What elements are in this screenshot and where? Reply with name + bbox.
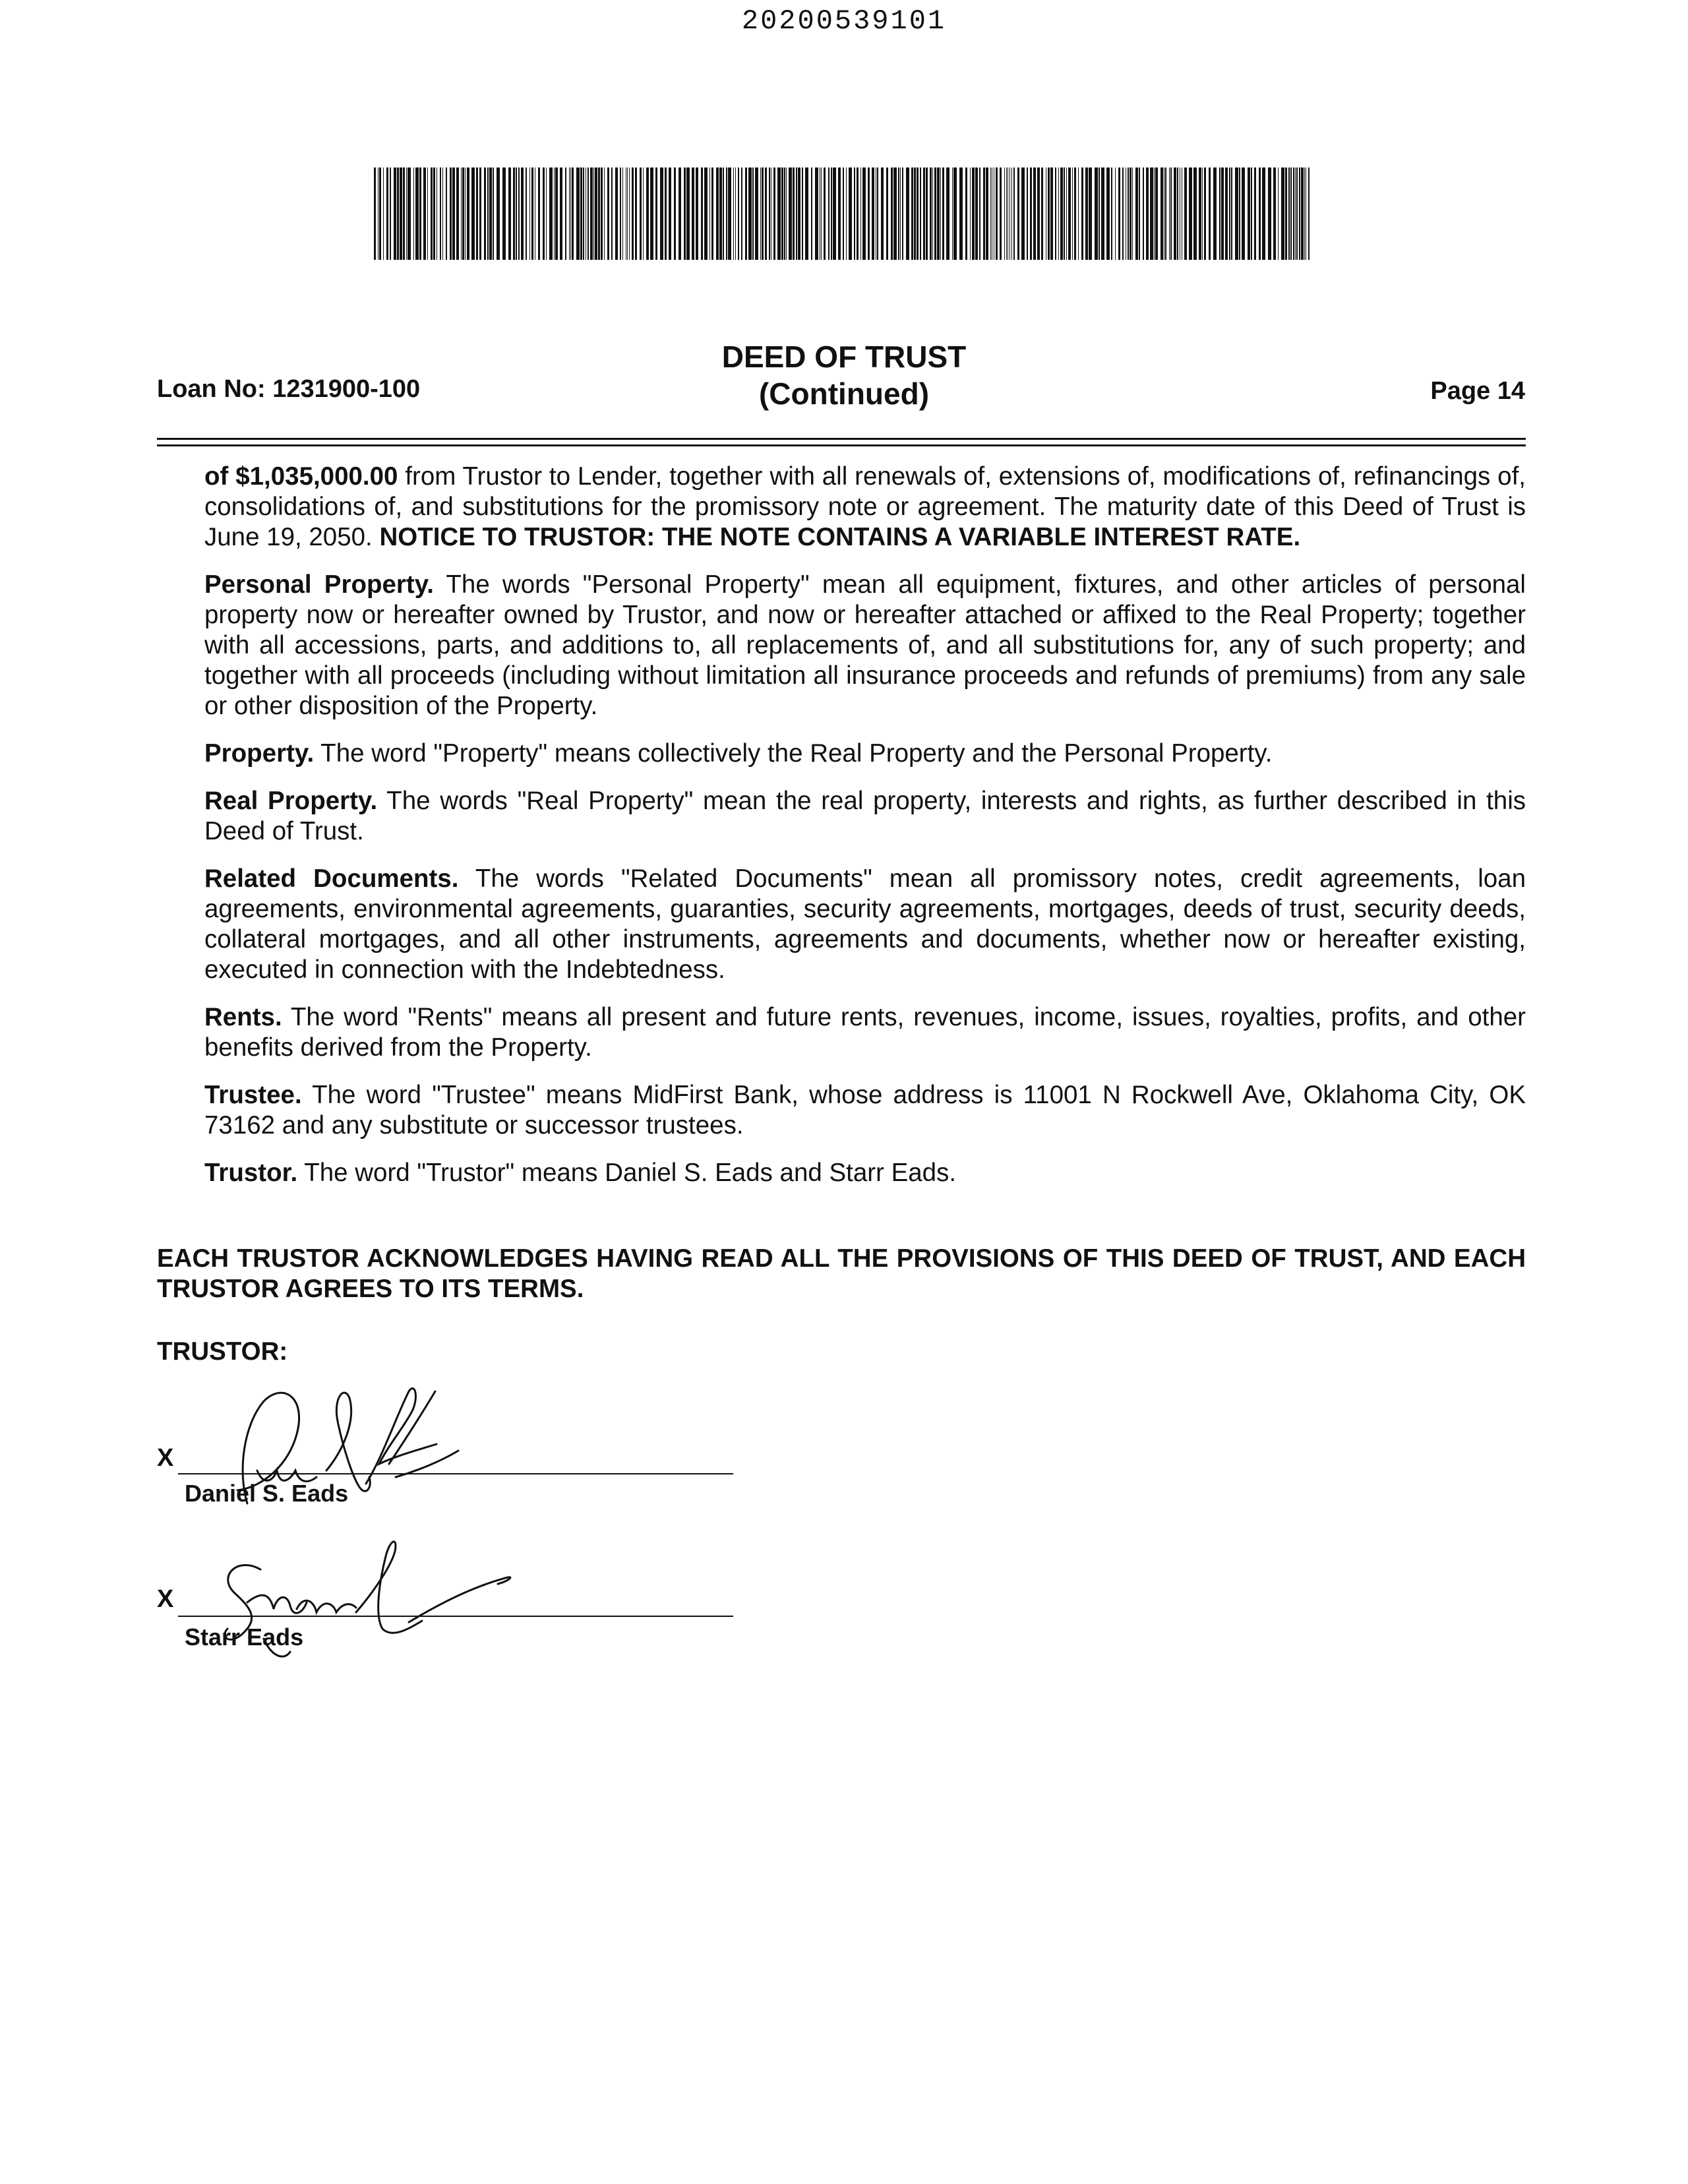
barcode-bar: [1209, 167, 1211, 260]
barcode-bar: [1068, 167, 1071, 260]
barcode-bar: [1154, 167, 1155, 260]
barcode-bar: [1278, 167, 1279, 260]
barcode-bar: [833, 167, 836, 260]
barcode-bar: [760, 167, 761, 260]
loan-amount: of $1,035,000.00: [204, 462, 398, 491]
barcode-bar: [1021, 167, 1025, 260]
barcode-bar: [932, 167, 933, 260]
barcode-bar: [1058, 167, 1059, 260]
barcode-bar: [786, 167, 787, 260]
barcode-bar: [629, 167, 630, 260]
barcode-bar: [419, 167, 421, 260]
barcode-bar: [728, 167, 731, 260]
barcode-bar: [508, 167, 511, 260]
barcode-bar: [798, 167, 800, 260]
barcode-bar: [665, 167, 667, 260]
barcode-bar: [1066, 167, 1067, 260]
barcode-bar: [1268, 167, 1271, 260]
barcode-bar: [1011, 167, 1012, 260]
barcode-bar: [1027, 167, 1028, 260]
variable-rate-notice: NOTICE TO TRUSTOR: THE NOTE CONTAINS A VARIABLE INTEREST RATE.: [379, 523, 1301, 551]
barcode-bar: [1143, 167, 1144, 260]
barcode-bar: [986, 167, 988, 260]
barcode-bar: [979, 167, 980, 260]
barcode-bar: [1111, 167, 1112, 260]
barcode-bar: [1041, 167, 1043, 260]
barcode-bar: [893, 167, 897, 260]
barcode-bar: [846, 167, 847, 260]
barcode-bar: [831, 167, 832, 260]
barcode-bar: [1170, 167, 1172, 260]
barcode-bar: [669, 167, 671, 260]
barcode-bar: [462, 167, 464, 260]
barcode-bar: [769, 167, 770, 260]
barcode-bar: [471, 167, 475, 260]
barcode-bar: [1081, 167, 1083, 260]
barcode-bar: [877, 167, 878, 260]
barcode-bar: [1017, 167, 1019, 260]
barcode-bar: [674, 167, 676, 260]
barcode-bar: [917, 167, 919, 260]
barcode-bar: [601, 167, 603, 260]
definition-term: Personal Property.: [204, 570, 434, 599]
barcode-bar: [1202, 167, 1203, 260]
barcode-bar: [802, 167, 803, 260]
barcode-bar: [546, 167, 547, 260]
barcode-bar: [1251, 167, 1252, 260]
barcode-bar: [824, 167, 826, 260]
barcode-bar: [857, 167, 859, 260]
barcode-bar: [1072, 167, 1073, 260]
barcode-bar: [1285, 167, 1287, 260]
barcode-bar: [926, 167, 928, 260]
definition-text: The words "Personal Property" mean all equipment, fixtures, and other articles of personal property now or hereafter owned by Trustor, and now or hereafter attached or affixed to the Real Property; together with all accessions, parts, and additions to, all replacements of, and all substitutions for, any of such property; and together with all proceeds (including without limitation all insurance proceeds and refunds of premiums) from any sale or other disposition of the Property.: [204, 570, 1526, 720]
barcode-bar: [1030, 167, 1032, 260]
barcode-bar: [604, 167, 605, 260]
barcode-bar: [773, 167, 775, 260]
definition-text: The words "Related Documents" mean all promissory notes, credit agreements, loan agreements, environmental agreements, guaranties, security agreements, mortgages, deeds of trust, security deeds, collateral mortgages, and all other instruments, agreements and documents, whether now or hereafter existing, executed in connection with the Indebtedness.: [204, 864, 1526, 984]
definition-text: The word "Trustee" means MidFirst Bank, whose address is 11001 N Rockwell Ave, Oklahoma City, OK 73162 and any substitute or successor trustees.: [204, 1081, 1526, 1139]
barcode-bar: [1293, 167, 1294, 260]
definition-property: [204, 739, 1526, 769]
barcode-bar: [640, 167, 642, 260]
barcode-bar: [1225, 167, 1228, 260]
barcode-bar: [1118, 167, 1120, 260]
barcode-bar: [555, 167, 558, 260]
barcode-bar: [521, 167, 524, 260]
barcode-bar: [1050, 167, 1053, 260]
barcode-bar: [796, 167, 797, 260]
barcode-bar: [1259, 167, 1261, 260]
barcode-bar: [937, 167, 940, 260]
document-body: [204, 462, 1526, 1205]
barcode-bar: [400, 167, 402, 260]
barcode-bar: [465, 167, 466, 260]
barcode-bar: [513, 167, 515, 260]
signature-mark-x: X: [157, 1585, 174, 1613]
barcode-bar: [815, 167, 818, 260]
barcode-bar: [1135, 167, 1138, 260]
barcode-bar: [497, 167, 500, 260]
barcode-bar: [493, 167, 494, 260]
intro-text: from Trustor to Lender, together with all renewals of, extensions of, modifications of, refinancings of, consolidations of, and substitutions for the promissory note or agreement. The maturity date of this Deed of Trust is June 19, 2050.: [204, 462, 1526, 551]
barcode-bar: [598, 167, 600, 260]
barcode-bar: [1304, 167, 1305, 260]
definition-text: The words "Real Property" mean the real property, interests and rights, as further described in this Deed of Trust.: [204, 787, 1526, 845]
barcode-bar: [1048, 167, 1050, 260]
barcode-bar: [403, 167, 405, 260]
barcode-bar: [484, 167, 486, 260]
barcode-bar: [843, 167, 844, 260]
barcode-bar: [565, 167, 566, 260]
barcode-bar: [952, 167, 953, 260]
barcode-bar: [1262, 167, 1265, 260]
definition-term: Rents.: [204, 1003, 282, 1031]
barcode-bar: [1085, 167, 1088, 260]
barcode-bar: [821, 167, 822, 260]
barcode-bar: [1055, 167, 1056, 260]
barcode-bar: [1221, 167, 1224, 260]
barcode-bar: [953, 167, 957, 260]
barcode-bar: [1199, 167, 1201, 260]
barcode-bar: [923, 167, 925, 260]
barcode-bar: [1089, 167, 1092, 260]
barcode-bar: [719, 167, 722, 260]
barcode-bar: [607, 167, 609, 260]
definition-text: The word "Trustor" means Daniel S. Eads and Starr Eads.: [297, 1159, 957, 1187]
definition-term: Trustee.: [204, 1081, 302, 1109]
barcode-bar: [406, 167, 407, 260]
barcode-bar: [583, 167, 584, 260]
barcode-bar: [793, 167, 795, 260]
barcode-bar: [611, 167, 613, 260]
barcode-bar: [696, 167, 698, 260]
barcode-bar: [427, 167, 428, 260]
barcode-bar: [489, 167, 492, 260]
barcode-bar: [627, 167, 628, 260]
barcode-bar: [415, 167, 419, 260]
barcode-bar: [1006, 167, 1007, 260]
barcode-bar: [701, 167, 703, 260]
barcode-bar: [914, 167, 916, 260]
barcode-bar: [881, 167, 884, 260]
barcode-bar: [686, 167, 690, 260]
barcode-bar: [1013, 167, 1015, 260]
barcode-bar: [934, 167, 936, 260]
barcode-bar: [838, 167, 841, 260]
barcode-bar: [479, 167, 481, 260]
barcode-bar: [570, 167, 571, 260]
header-rule-bottom: [157, 444, 1526, 446]
document-title: DEED OF TRUST: [721, 340, 967, 374]
barcode-bar: [891, 167, 893, 260]
definition-real-property: [204, 786, 1526, 847]
barcode-bar: [983, 167, 985, 260]
barcode-bar: [1248, 167, 1250, 260]
barcode-bar: [735, 167, 736, 260]
barcode-bar: [709, 167, 710, 260]
barcode-bar: [1132, 167, 1133, 260]
barcode-bar: [560, 167, 562, 260]
barcode-bar: [374, 167, 376, 260]
barcode-bar: [620, 167, 621, 260]
barcode-bar: [538, 167, 540, 260]
barcode-bar: [572, 167, 574, 260]
definition-text: The word "Property" means collectively the Real Property and the Personal Property.: [314, 739, 1273, 768]
barcode-bar: [805, 167, 808, 260]
barcode-bar: [433, 167, 435, 260]
barcode-bar: [1106, 167, 1110, 260]
barcode-bar: [390, 167, 391, 260]
barcode-bar: [502, 167, 506, 260]
handwritten-signature: [198, 1530, 541, 1675]
barcode-bar: [1290, 167, 1292, 260]
barcode-bar: [461, 167, 462, 260]
barcode-bar: [1165, 167, 1166, 260]
barcode-bar: [684, 167, 686, 260]
barcode-bar: [930, 167, 932, 260]
barcode-bar: [990, 167, 991, 260]
barcode-bar: [704, 167, 708, 260]
barcode-bar: [655, 167, 657, 260]
barcode-bar: [965, 167, 967, 260]
barcode-bar: [516, 167, 517, 260]
barcode-bar: [413, 167, 414, 260]
barcode-bar: [741, 167, 742, 260]
barcode-bar: [1174, 167, 1176, 260]
barcode-bar: [440, 167, 441, 260]
barcode-bar: [1288, 167, 1290, 260]
barcode-bar: [650, 167, 653, 260]
barcode-bar: [632, 167, 634, 260]
loan-number: Loan No: 1231900-100: [157, 375, 421, 403]
definition-related-documents: [204, 864, 1526, 985]
barcode-bar: [1146, 167, 1149, 260]
barcode-bar: [920, 167, 921, 260]
barcode-bar: [755, 167, 758, 260]
definition-trustor: [204, 1158, 1526, 1188]
barcode-bar: [1078, 167, 1079, 260]
barcode-bar: [569, 167, 570, 260]
barcode-bar: [811, 167, 812, 260]
definition-term: Property.: [204, 739, 315, 768]
barcode-bar: [1037, 167, 1040, 260]
barcode-bar: [1231, 167, 1232, 260]
page-number: Page 14: [1430, 377, 1525, 405]
barcode-bar: [643, 167, 644, 260]
barcode-bar: [860, 167, 861, 260]
barcode-bar: [716, 167, 719, 260]
definition-trustee: [204, 1080, 1526, 1141]
barcode-bar: [762, 167, 764, 260]
barcode-bar: [1004, 167, 1005, 260]
barcode-bar: [580, 167, 582, 260]
barcode-bar: [590, 167, 593, 260]
barcode-bar: [1160, 167, 1163, 260]
barcode-bar: [1064, 167, 1065, 260]
barcode-bar: [940, 167, 941, 260]
barcode-bar: [660, 167, 663, 260]
barcode-bar: [745, 167, 747, 260]
barcode-bar: [1239, 167, 1240, 260]
barcode-bar: [1184, 167, 1187, 260]
barcode-bar: [1169, 167, 1170, 260]
definition-term: Real Property.: [204, 787, 378, 815]
barcode-bar: [394, 167, 396, 260]
barcode-bar: [1139, 167, 1140, 260]
barcode-bar: [765, 167, 767, 260]
barcode-bar: [1213, 167, 1217, 260]
barcode-bar: [781, 167, 783, 260]
barcode-bar: [467, 167, 469, 260]
barcode-bar: [711, 167, 713, 260]
barcode-bar: [970, 167, 971, 260]
barcode-bar: [518, 167, 520, 260]
barcode-bar: [946, 167, 950, 260]
barcode-bar: [1229, 167, 1230, 260]
barcode-bar: [622, 167, 623, 260]
header-rule-top: [157, 438, 1526, 440]
barcode-bar: [1219, 167, 1221, 260]
barcode-bar: [1189, 167, 1192, 260]
definition-rents: [204, 1002, 1526, 1063]
barcode-bar: [450, 167, 452, 260]
barcode-bar: [383, 167, 384, 260]
barcode-bar: [738, 167, 739, 260]
barcode-bar: [487, 167, 489, 260]
barcode-bar: [379, 167, 381, 260]
barcode-bar: [959, 167, 963, 260]
barcode-bar: [828, 167, 829, 260]
barcode-bar: [733, 167, 734, 260]
barcode-bar: [911, 167, 913, 260]
barcode-bar: [1204, 167, 1206, 260]
barcode-bar: [784, 167, 785, 260]
barcode-bar: [868, 167, 870, 260]
barcode-bar: [1273, 167, 1276, 260]
barcode-bar: [1193, 167, 1197, 260]
barcode-bar: [902, 167, 903, 260]
barcode-bar: [748, 167, 752, 260]
barcode-bar: [996, 167, 998, 260]
barcode-bar: [898, 167, 899, 260]
barcode-bar: [942, 167, 944, 260]
barcode-bar: [442, 167, 443, 260]
barcode-bar: [678, 167, 681, 260]
barcode-bar: [1242, 167, 1245, 260]
barcode-bar: [1115, 167, 1116, 260]
definition-term: Trustor.: [204, 1159, 298, 1187]
barcode-bar: [646, 167, 649, 260]
signer-name: Starr Eads: [185, 1623, 304, 1651]
barcode-bar: [1000, 167, 1002, 260]
barcode-bar: [1074, 167, 1076, 260]
barcode-bar: [407, 167, 411, 260]
barcode-bar: [777, 167, 781, 260]
definition-personal-property: [204, 570, 1526, 721]
barcode-bar: [1254, 167, 1256, 260]
barcode-bar: [554, 167, 555, 260]
barcode-bar: [615, 167, 618, 260]
barcode-bar: [692, 167, 694, 260]
signature-section-label: TRUSTOR:: [157, 1337, 288, 1366]
barcode-bar: [1235, 167, 1238, 260]
barcode-bar: [1095, 167, 1098, 260]
barcode-bar: [576, 167, 580, 260]
barcode-bar: [423, 167, 426, 260]
barcode-bar: [531, 167, 533, 260]
barcode-bar: [752, 167, 754, 260]
barcode-bar: [397, 167, 399, 260]
barcode-bar: [849, 167, 852, 260]
barcode-bar: [872, 167, 874, 260]
barcode-bar: [456, 167, 459, 260]
intro-paragraph: [204, 462, 1526, 553]
barcode-bar: [446, 167, 447, 260]
barcode-bar: [529, 167, 530, 260]
barcode-bar: [1301, 167, 1304, 260]
barcode-bar: [1281, 167, 1284, 260]
barcode-bar: [476, 167, 478, 260]
barcode-bar: [595, 167, 597, 260]
barcode-bar: [972, 167, 975, 260]
barcode-bar: [854, 167, 855, 260]
barcode-bar: [1130, 167, 1131, 260]
barcode-bar: [726, 167, 727, 260]
barcode-bar: [543, 167, 545, 260]
barcode-bar: [975, 167, 978, 260]
barcode-bar: [431, 167, 433, 260]
barcode-bar: [900, 167, 901, 260]
barcode-bar: [789, 167, 792, 260]
document-subtitle: (Continued): [758, 377, 930, 411]
barcode-bar: [526, 167, 527, 260]
barcode-bar: [452, 167, 455, 260]
barcode-bar: [588, 167, 589, 260]
barcode-bar: [862, 167, 866, 260]
barcode-bar: [1150, 167, 1153, 260]
barcode-bar: [1296, 167, 1298, 260]
barcode-bar: [906, 167, 909, 260]
barcode-bar: [1101, 167, 1104, 260]
definition-term: Related Documents.: [204, 864, 459, 893]
signature-mark-x: X: [157, 1444, 174, 1472]
barcode-bar: [549, 167, 553, 260]
definition-text: The word "Rents" means all present and future rents, revenues, income, issues, royalties, profits, and other benefits derived from the Property.: [204, 1003, 1526, 1062]
barcode-bar: [1155, 167, 1158, 260]
recording-number: 20200539101: [741, 5, 947, 37]
barcode-bar: [1060, 167, 1063, 260]
barcode-bar: [1033, 167, 1036, 260]
barcode-bar: [1177, 167, 1178, 260]
acknowledgement: EACH TRUSTOR ACKNOWLEDGES HAVING READ ALL THE PROVISIONS OF THIS DEED OF TRUST, AND EACH TRUSTOR AGREES TO ITS TERMS.: [157, 1244, 1526, 1303]
barcode-bar: [635, 167, 637, 260]
barcode-bar: [723, 167, 724, 260]
barcode-bar: [386, 167, 388, 260]
signer-name: Daniel S. Eads: [185, 1480, 349, 1507]
barcode-bar: [1299, 167, 1300, 260]
barcode-bar: [1308, 167, 1310, 260]
barcode: [374, 167, 1310, 260]
barcode-bar: [1099, 167, 1100, 260]
barcode-bar: [1128, 167, 1129, 260]
barcode-bar: [1295, 167, 1296, 260]
barcode-bar: [886, 167, 888, 260]
barcode-bar: [1122, 167, 1124, 260]
barcode-bar: [593, 167, 594, 260]
